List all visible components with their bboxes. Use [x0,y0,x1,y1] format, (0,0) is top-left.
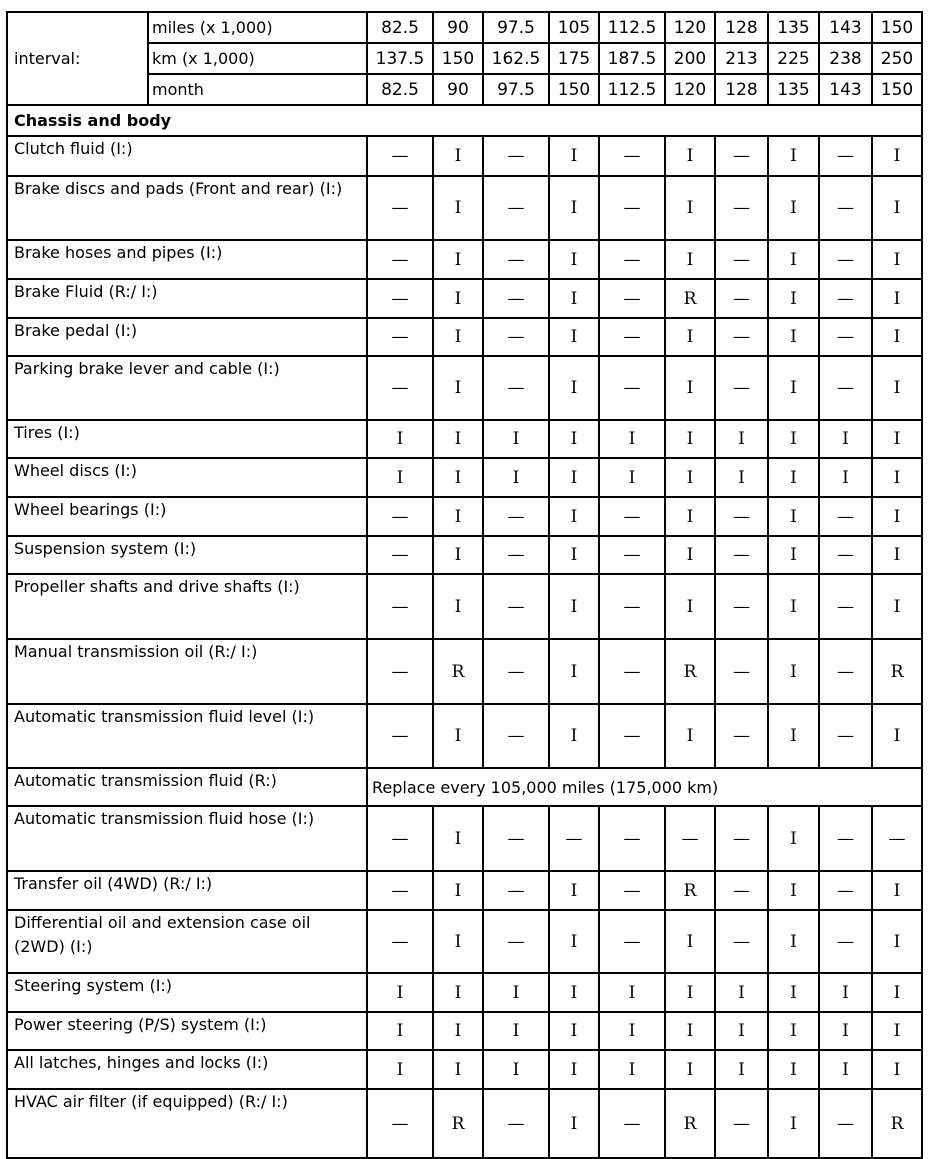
item-value: — [483,176,549,240]
item-value: I [549,497,599,536]
item-label: Clutch fluid (I:) [7,136,367,176]
item-value: I [549,1050,599,1089]
item-value: I [819,420,872,458]
interval-value: 143 [819,12,872,43]
interval-value: 97.5 [483,12,549,43]
item-value: R [872,1089,922,1158]
item-value: I [768,574,819,639]
interval-value: 250 [872,43,922,74]
interval-value: 97.5 [483,74,549,105]
item-value: I [768,1089,819,1158]
interval-value: 120 [665,12,715,43]
item-value: — [819,574,872,639]
item-value: — [819,806,872,871]
item-value: I [433,1050,483,1089]
table-row [7,704,922,768]
table-row [7,176,922,240]
table-row [7,536,922,574]
item-value: R [433,639,483,704]
item-value: — [599,1089,665,1158]
item-value: — [483,574,549,639]
item-value: I [768,136,819,176]
item-value: — [483,910,549,973]
item-value: I [549,176,599,240]
item-value: — [715,574,768,639]
item-value: I [872,176,922,240]
interval-value: 150 [433,43,483,74]
item-value: I [665,240,715,279]
item-value: — [715,1089,768,1158]
item-label: Automatic transmission fluid (R:) [7,768,367,806]
table-row [7,356,922,420]
item-value: I [599,1050,665,1089]
item-value: — [483,1089,549,1158]
item-value: I [433,279,483,318]
item-value: — [367,536,433,574]
item-value: I [433,910,483,973]
item-value: — [367,704,433,768]
item-value: I [768,910,819,973]
item-value: — [599,910,665,973]
item-value: R [665,1089,715,1158]
item-label: HVAC air filter (if equipped) (R:/ I:) [7,1089,367,1158]
item-value: I [768,639,819,704]
item-value: — [819,536,872,574]
item-value: I [872,574,922,639]
interval-value: 82.5 [367,12,433,43]
item-value: I [483,420,549,458]
item-value: I [549,871,599,910]
interval-value: 128 [715,74,768,105]
item-value: I [665,318,715,356]
item-value: — [599,806,665,871]
item-label: Automatic transmission fluid hose (I:) [7,806,367,871]
item-value: — [819,497,872,536]
item-value: I [819,1050,872,1089]
item-value: I [433,176,483,240]
item-value: — [367,806,433,871]
item-value: I [433,806,483,871]
item-value: I [768,1050,819,1089]
item-value: I [715,1050,768,1089]
item-value: I [768,497,819,536]
table-row [7,973,922,1012]
item-value: I [768,973,819,1012]
item-value: I [599,1012,665,1050]
item-label: Wheel bearings (I:) [7,497,367,536]
item-value: I [872,240,922,279]
item-value: I [549,973,599,1012]
interval-value: 112.5 [599,12,665,43]
item-label: All latches, hinges and locks (I:) [7,1050,367,1089]
item-value: I [665,704,715,768]
item-value: — [367,910,433,973]
item-value: I [433,1012,483,1050]
item-value: — [483,806,549,871]
item-value: I [872,279,922,318]
item-value: I [483,458,549,497]
table-row [7,806,922,871]
item-value: I [483,1012,549,1050]
section-row [7,105,922,136]
item-value: — [599,871,665,910]
interval-value: 135 [768,74,819,105]
item-value: — [819,704,872,768]
item-value: R [433,1089,483,1158]
interval-value: 200 [665,43,715,74]
item-value: — [819,356,872,420]
table-row [7,768,922,806]
item-value: I [872,1012,922,1050]
item-value: — [367,318,433,356]
item-value: — [367,136,433,176]
item-value: — [819,1089,872,1158]
interval-value: 238 [819,43,872,74]
item-label: Manual transmission oil (R:/ I:) [7,639,367,704]
item-value: — [715,871,768,910]
item-value: — [483,536,549,574]
item-value: — [599,536,665,574]
interval-value: 162.5 [483,43,549,74]
item-value: I [872,704,922,768]
item-note: Replace every 105,000 miles (175,000 km) [367,768,922,806]
item-value: I [665,420,715,458]
table-row [7,497,922,536]
item-value: — [599,704,665,768]
item-value: I [367,1012,433,1050]
item-value: I [433,240,483,279]
item-value: I [433,536,483,574]
item-value: — [715,806,768,871]
item-value: I [768,704,819,768]
interval-value: 150 [872,74,922,105]
item-value: I [768,318,819,356]
item-value: R [665,639,715,704]
item-label: Brake pedal (I:) [7,318,367,356]
item-value: I [872,910,922,973]
item-value: — [715,704,768,768]
item-value: I [768,1012,819,1050]
item-value: I [367,420,433,458]
item-value: I [665,176,715,240]
item-value: I [549,910,599,973]
interval-value: 90 [433,12,483,43]
item-value: — [483,704,549,768]
item-value: — [715,318,768,356]
item-value: — [715,279,768,318]
item-label: Differential oil and extension case oil (2WD) (I:) [7,910,367,973]
interval-value: 120 [665,74,715,105]
interval-value: 213 [715,43,768,74]
item-value: — [715,536,768,574]
interval-label: interval: [7,12,148,105]
item-value: — [483,639,549,704]
maintenance-schedule-table [6,11,923,1159]
item-value: I [599,420,665,458]
item-value: — [715,910,768,973]
interval-value: 150 [872,12,922,43]
interval-value: 225 [768,43,819,74]
item-value: I [872,136,922,176]
item-value: — [367,240,433,279]
item-value: I [549,1012,599,1050]
item-value: — [599,318,665,356]
table-row [7,136,922,176]
item-value: I [872,356,922,420]
item-value: — [599,497,665,536]
item-value: I [768,458,819,497]
table-row [7,1089,922,1158]
item-value: I [367,973,433,1012]
item-value: — [367,574,433,639]
item-value: — [483,318,549,356]
item-label: Wheel discs (I:) [7,458,367,497]
item-value: I [665,497,715,536]
item-label: Brake discs and pads (Front and rear) (I:) [7,176,367,240]
item-value: I [768,176,819,240]
item-label: Power steering (P/S) system (I:) [7,1012,367,1050]
interval-value: 90 [433,74,483,105]
table-row [7,1050,922,1089]
item-value: I [665,1050,715,1089]
interval-unit: km (x 1,000) [148,43,367,74]
interval-value: 128 [715,12,768,43]
item-value: I [665,1012,715,1050]
item-value: I [819,1012,872,1050]
item-value: I [665,910,715,973]
table-row [7,279,922,318]
item-value: I [819,458,872,497]
item-value: I [872,1050,922,1089]
table-row [7,910,922,973]
table-row [7,240,922,279]
table-row [7,420,922,458]
item-value: — [819,318,872,356]
item-label: Parking brake lever and cable (I:) [7,356,367,420]
item-value: I [549,318,599,356]
item-value: I [665,536,715,574]
item-value: — [483,497,549,536]
item-value: — [599,639,665,704]
item-value: — [715,356,768,420]
item-value: — [367,279,433,318]
item-value: — [367,639,433,704]
item-value: — [483,279,549,318]
item-value: I [872,497,922,536]
interval-value: 187.5 [599,43,665,74]
interval-value: 135 [768,12,819,43]
item-value: I [665,574,715,639]
item-value: — [715,136,768,176]
item-value: I [549,458,599,497]
item-value: — [549,806,599,871]
item-label: Brake hoses and pipes (I:) [7,240,367,279]
header-row-0 [7,12,922,43]
item-value: — [599,240,665,279]
item-value: I [483,1050,549,1089]
table-row [7,574,922,639]
interval-unit: miles (x 1,000) [148,12,367,43]
interval-value: 82.5 [367,74,433,105]
item-value: I [715,973,768,1012]
item-value: I [715,1012,768,1050]
item-value: I [599,458,665,497]
item-value: — [367,356,433,420]
item-value: I [768,871,819,910]
item-value: I [549,136,599,176]
item-label: Tires (I:) [7,420,367,458]
item-value: — [819,910,872,973]
item-value: — [665,806,715,871]
item-value: I [599,973,665,1012]
item-value: — [872,806,922,871]
item-value: — [483,356,549,420]
item-value: I [433,356,483,420]
item-value: I [549,704,599,768]
item-value: I [549,639,599,704]
item-value: I [715,458,768,497]
item-value: I [549,356,599,420]
interval-value: 112.5 [599,74,665,105]
item-value: I [433,973,483,1012]
item-value: I [433,871,483,910]
item-value: I [768,420,819,458]
item-value: — [819,279,872,318]
item-label: Automatic transmission fluid level (I:) [7,704,367,768]
item-value: — [367,1089,433,1158]
item-value: I [715,420,768,458]
item-value: R [872,639,922,704]
item-value: — [599,356,665,420]
item-value: — [599,176,665,240]
item-value: I [768,279,819,318]
item-value: — [367,497,433,536]
item-label: Brake Fluid (R:/ I:) [7,279,367,318]
item-value: — [599,136,665,176]
item-value: R [665,871,715,910]
item-value: I [872,871,922,910]
item-value: I [665,458,715,497]
interval-value: 143 [819,74,872,105]
item-value: — [483,871,549,910]
item-value: — [367,871,433,910]
item-value: — [483,240,549,279]
item-value: — [819,240,872,279]
item-label: Transfer oil (4WD) (R:/ I:) [7,871,367,910]
item-value: — [715,639,768,704]
table-row [7,639,922,704]
item-value: I [768,806,819,871]
item-value: I [433,458,483,497]
item-value: — [715,497,768,536]
item-value: — [819,136,872,176]
item-label: Steering system (I:) [7,973,367,1012]
item-value: I [872,536,922,574]
item-value: — [819,639,872,704]
item-value: I [367,1050,433,1089]
interval-value: 175 [549,43,599,74]
item-value: I [872,420,922,458]
item-value: — [483,136,549,176]
item-value: I [433,420,483,458]
item-value: I [665,136,715,176]
item-value: — [715,240,768,279]
item-value: — [367,176,433,240]
item-value: I [483,973,549,1012]
item-value: I [549,240,599,279]
item-value: I [549,420,599,458]
interval-value: 105 [549,12,599,43]
item-value: I [819,973,872,1012]
item-value: I [433,574,483,639]
item-value: R [665,279,715,318]
item-value: I [872,973,922,1012]
item-value: I [872,318,922,356]
table-row [7,458,922,497]
item-value: I [433,318,483,356]
table-row [7,871,922,910]
item-value: I [549,574,599,639]
table-row [7,1012,922,1050]
item-value: I [433,497,483,536]
interval-value: 137.5 [367,43,433,74]
item-value: — [599,279,665,318]
item-value: I [549,279,599,318]
item-value: — [715,176,768,240]
item-value: I [768,240,819,279]
item-value: I [768,356,819,420]
item-value: I [549,536,599,574]
interval-unit: month [148,74,367,105]
item-value: I [872,458,922,497]
item-value: — [819,176,872,240]
item-value: I [665,356,715,420]
item-value: I [768,536,819,574]
item-value: I [433,704,483,768]
item-value: I [665,973,715,1012]
item-value: — [599,574,665,639]
item-value: I [367,458,433,497]
item-value: I [549,1089,599,1158]
table-row [7,318,922,356]
section-title: Chassis and body [7,105,922,136]
item-label: Suspension system (I:) [7,536,367,574]
item-value: I [433,136,483,176]
interval-value: 150 [549,74,599,105]
item-value: — [819,871,872,910]
item-label: Propeller shafts and drive shafts (I:) [7,574,367,639]
